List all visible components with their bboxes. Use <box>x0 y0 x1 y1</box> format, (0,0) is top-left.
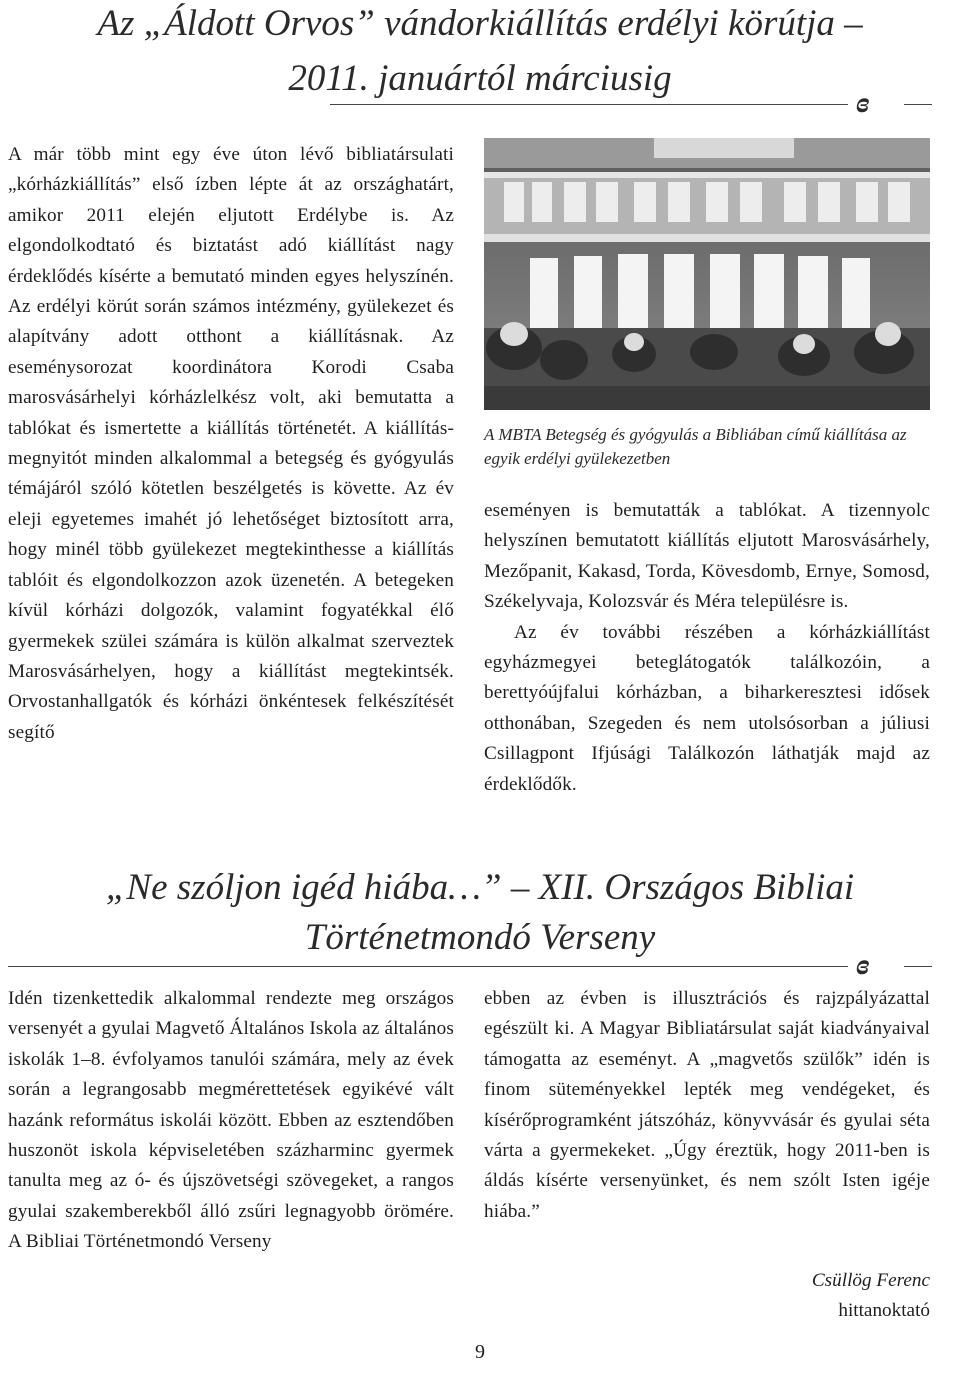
article2-right-text: ebben az évben is illusztrációs és rajzpályázattal egészült ki. A Magyar Bibliatársulat saját kiadványaival támogatta az eseményt. A „magvetős szülők” idén is finom süteményekkel lepték meg vendégeket, és kísérőprogramként játszóház, könyvvásár és gyulai séta várta a gyermekeket. „Úgy éreztük, hogy 2011-ben is áldás kísérte versenyünket, és nem szólt Isten igéje hiába.” <box>484 988 930 1222</box>
article1-title-line2: 2011. januártól márciusig <box>288 58 672 99</box>
author-name: Csüllög Ferenc <box>811 1270 930 1291</box>
article2-left-column <box>8 984 454 1258</box>
exhibition-photo <box>484 138 930 410</box>
article2-title-line2: Történetmondó Verseny <box>304 917 656 958</box>
article2-title-line1: „Ne szóljon igéd hiába…” – XII. Országos Bibliai <box>105 867 855 908</box>
page-number: 9 <box>475 1341 485 1363</box>
article1-left-column <box>8 140 454 748</box>
title-rule-end <box>904 104 932 105</box>
photo-caption: A MBTA Betegség és gyógyulás a Bibliában című kiállítása az egyik erdélyi gyülekezetben <box>484 425 907 468</box>
article1-left-text: A már több mint egy éve úton lévő bibliatársulati „kórházkiállítás” első ízben lépte át az országhatárt, amikor 2011 elején eljutott Erdélybe is. Az elgondolkodtató és biztatást adó kiállítást nagy érdeklődés kísérte a bemutató minden egyes helyszínén. Az erdélyi körút során számos intézmény, gyülekezet és alapítvány adott otthont a kiállításnak. Az eseménysorozat koordinátora Korodi Csaba marosvásárhelyi kórházlelkész volt, aki bemutatta a tablókat és ismertette a kiállítás történetét. A kiállítás-megnyitót minden alkalommal a betegség és gyógyulás témájáról szóló kötetlen beszélgetés is követte. Az év eleji egyetemes imahét jó lehetőséget biztosított arra, hogy minél több gyülekezet megtekinthesse a kiállítás tablóit és elgondolkozzon azok üzenetén. A betegeken kívül kórházi dolgozók, valamint fogyatékkal élő gyermekek szülei számára is külön alkalmat szerveztek Marosvásárhelyen, hogy a kiállítást megtekintsék. Orvostanhallgatók és kórházi önkéntesek felkészítését segítő <box>8 144 454 743</box>
ornament-icon: ɞ <box>856 948 870 981</box>
ornament-icon: ɞ <box>856 86 870 119</box>
article2-left-text: Idén tizenkettedik alkalommal rendezte meg országos versenyét a gyulai Magvető Általános Iskola az általános iskolák 1–8. évfolyamos tanulói számára, mely az évek során a legrangosabb megmérettetések egyikévé vált hazánk református iskolái között. Ebben az esztendőben huszonöt iskola képviseletében százharminc gyermek tanulta meg az ó- és újszövetségi szövegeket, a rangos gyulai szakemberekből álló zsűri legnagyobb örömére. A Bibliai Történetmondó Verseny <box>8 988 454 1253</box>
article2-right-column <box>484 984 930 1227</box>
church-interior-image <box>484 138 930 410</box>
title-rule <box>8 966 848 967</box>
article1-right-paragraph-1: eseményen is bemutatták a tablókat. A tizennyolc helyszínen bemutatott kiállítás eljutott Marosvásárhely, Mezőpanit, Kakasd, Torda, Kövesdomb, Ernye, Somosd, Székelyvaja, Kolozsvár és Méra településre is. <box>484 500 930 613</box>
article1-right-column <box>484 496 930 800</box>
title-rule-end <box>904 966 932 967</box>
title-rule <box>330 104 848 105</box>
article1-right-paragraph-2: Az év további részében a kórházkiállítást egyházmegyei beteglátogatók találkozóin, a berettyóújfalui kórházban, a biharkeresztesi idősek otthonában, Szegeden és nem utolsósorban a júliusi Csillagpont Ifjúsági Találkozón láthatják majd az érdeklődők. <box>484 621 930 795</box>
article1-title-line1: Az „Áldott Orvos” vándorkiállítás erdélyi körútja – <box>97 3 863 44</box>
author-role: hittanoktató <box>838 1300 930 1321</box>
signature <box>812 1266 930 1326</box>
